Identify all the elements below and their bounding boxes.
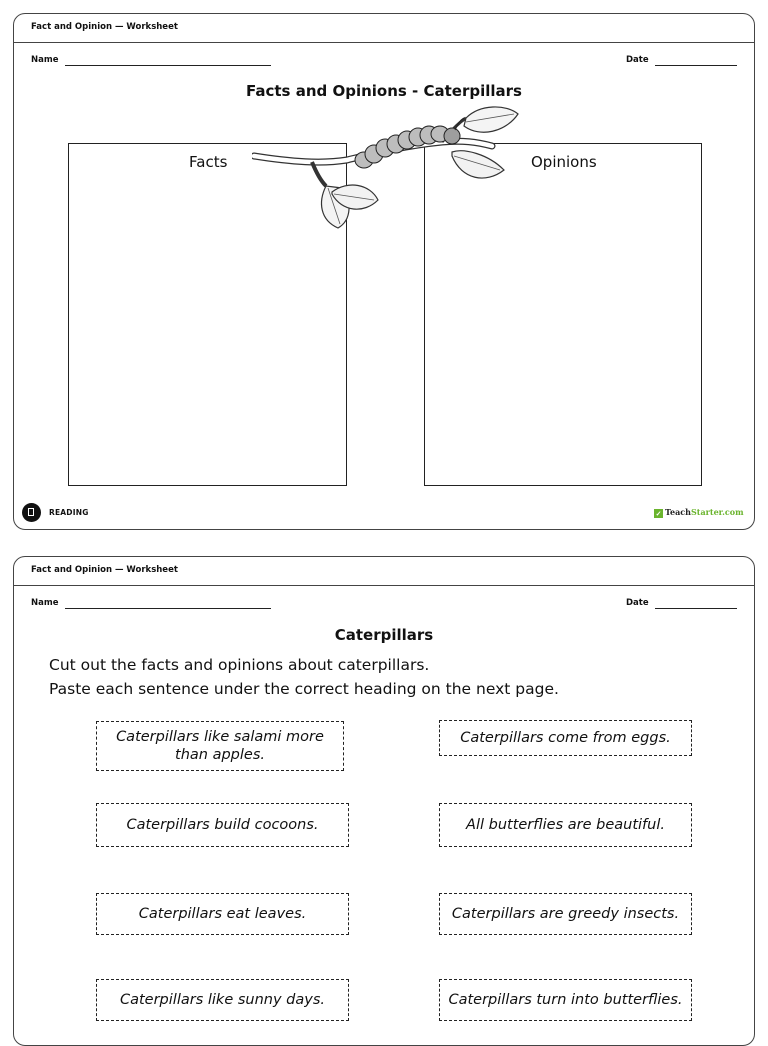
cut-strip-text: Caterpillars build cocoons. <box>126 817 319 833</box>
instruction-line: Cut out the facts and opinions about caterpillars. <box>49 656 430 674</box>
cut-strip[interactable] <box>439 893 692 935</box>
name-date-row <box>14 598 754 612</box>
book-glyph <box>28 508 34 516</box>
cut-strip[interactable] <box>439 979 692 1021</box>
name-line <box>65 65 271 66</box>
instructions <box>49 653 709 701</box>
page-header <box>14 14 754 43</box>
page-header-title: Fact and Opinion — Worksheet <box>31 22 178 32</box>
date-line <box>655 608 737 609</box>
cut-strip-text: Caterpillars are greedy insects. <box>451 906 680 922</box>
instruction-line: Paste each sentence under the correct heading on the next page. <box>49 680 559 698</box>
brand-logo <box>654 507 744 518</box>
cut-strip[interactable] <box>96 979 349 1021</box>
cut-strip-text: Caterpillars come from eggs. <box>460 730 671 746</box>
date-label: Date <box>626 598 649 608</box>
cut-strip-text: Caterpillars turn into butterflies. <box>448 992 683 1008</box>
date-label: Date <box>626 55 649 65</box>
worksheet-page-1 <box>13 13 755 530</box>
name-date-row <box>14 55 754 69</box>
opinions-heading: Opinions <box>531 153 597 171</box>
name-label: Name <box>31 55 59 65</box>
cut-strip[interactable] <box>96 721 344 771</box>
facts-heading: Facts <box>189 153 228 171</box>
page-header <box>14 557 754 586</box>
date-line <box>655 65 737 66</box>
cut-strip[interactable] <box>96 893 349 935</box>
worksheet-page-2 <box>13 556 755 1046</box>
cut-strip-text: Caterpillars like sunny days. <box>119 992 325 1008</box>
worksheet-title: Facts and Opinions - Caterpillars <box>246 82 522 100</box>
cut-strip-text: Caterpillars like salami more than apples. <box>116 729 324 763</box>
reading-book-icon <box>22 503 41 522</box>
cut-strip[interactable] <box>439 720 692 756</box>
caterpillar-on-branch-illustration <box>252 102 522 232</box>
worksheet-title: Caterpillars <box>334 626 434 644</box>
brand-accent: Starter.com <box>691 507 744 517</box>
name-label: Name <box>31 598 59 608</box>
brand-check-icon: ✓ <box>655 509 662 518</box>
page-header-title: Fact and Opinion — Worksheet <box>31 565 178 575</box>
name-line <box>65 608 271 609</box>
footer-subject: READING <box>49 508 89 517</box>
cut-strip[interactable] <box>439 803 692 847</box>
cut-strip-text: Caterpillars eat leaves. <box>138 906 307 922</box>
brand-name: Teach <box>665 507 691 517</box>
cut-strip[interactable] <box>96 803 349 847</box>
cut-strip-text: All butterflies are beautiful. <box>466 817 665 833</box>
